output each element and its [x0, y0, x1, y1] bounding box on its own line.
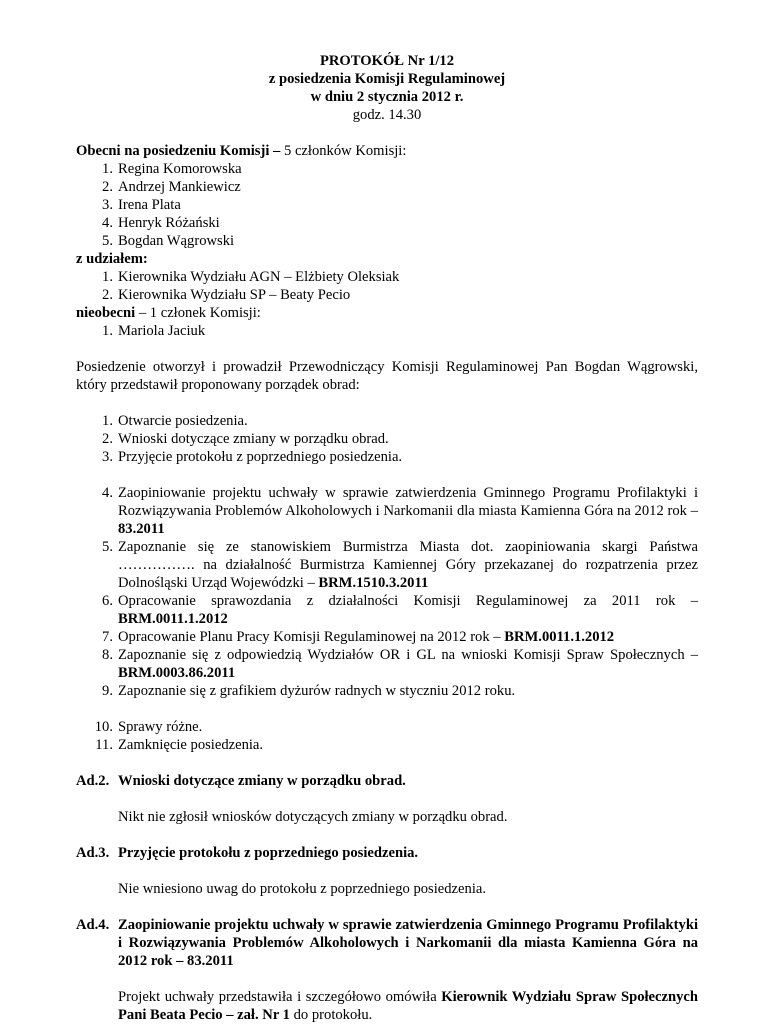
section-ad4 — [76, 916, 698, 1024]
document-page — [76, 52, 698, 1024]
absent-list — [76, 322, 698, 340]
list-item: 4. Henryk Różański — [102, 215, 220, 231]
section-heading: Ad.2. Wnioski dotyczące zmiany w porządku obrad. — [76, 773, 406, 789]
absent-heading: nieobecni – 1 członek Komisji: — [76, 305, 261, 321]
section-ad3 — [76, 844, 698, 898]
meeting-time: godz. 14.30 — [352, 107, 422, 123]
present-list — [76, 160, 698, 250]
attendance-section — [76, 142, 698, 340]
agenda-item: 2. Wnioski dotyczące zmiany w porządku obrad. — [102, 431, 389, 447]
section-body: Projekt uchwały przedstawiła i szczegółowo omówiła Kierownik Wydziału Spraw Społecznych Pani Beata Pecio – zał. Nr 1 do protokołu. — [118, 989, 698, 1023]
section-body: Nikt nie zgłosił wniosków dotyczących zmiany w porządku obrad. — [118, 809, 508, 825]
agenda-item: 3. Przyjęcie protokołu z poprzedniego posiedzenia. — [102, 449, 403, 465]
agenda-item: 1. Otwarcie posiedzenia. — [102, 413, 248, 429]
section-ad2 — [76, 772, 698, 826]
agenda-item: 7. Opracowanie Planu Pracy Komisji Regulaminowej na 2012 rok – BRM.0011.1.2012 — [102, 629, 615, 645]
agenda-item: 11. Zamknięcie posiedzenia. — [95, 737, 264, 753]
agenda-list — [76, 412, 698, 466]
document-header — [76, 52, 698, 124]
list-item: 2. Andrzej Mankiewicz — [102, 179, 241, 195]
section-heading: Ad.4. Zaopiniowanie projektu uchwały w sprawie zatwierdzenia Gminnego Programu Profilaktyki i Rozwiązywania Problemów Alkoholowych i Narkomanii dla miasta Kamienna Góra na 2012 rok – 83.2011 — [76, 917, 698, 969]
list-item: 1. Regina Komorowska — [102, 161, 242, 177]
agenda-list-continued — [76, 484, 698, 700]
meeting-date: w dniu 2 stycznia 2012 r. — [310, 89, 464, 105]
agenda-item: 8. Zapoznanie się z odpowiedzią Wydziałów OR i GL na wnioski Komisji Spraw Społecznych – BRM.0003.86.2011 — [102, 647, 698, 681]
list-item: 5. Bogdan Wągrowski — [102, 233, 235, 249]
section-heading: Ad.3. Przyjęcie protokołu z poprzedniego posiedzenia. — [76, 845, 419, 861]
with-heading: z udziałem: — [76, 251, 148, 267]
present-heading: Obecni na posiedzeniu Komisji – 5 członków Komisji: — [76, 143, 407, 159]
agenda-item: 6. Opracowanie sprawozdania z działalności Komisji Regulaminowej za 2011 rok – BRM.0011.1.2012 — [102, 593, 698, 627]
meeting-title: z posiedzenia Komisji Regulaminowej — [268, 71, 506, 87]
agenda-item: 5. Zapoznanie się ze stanowiskiem Burmistrza Miasta dot. zaopiniowania skargi Państwa ……………. na działalność Burmistrza Kamiennej Góry przekazanej do rozpatrzenia przez Dolnośląski Urząd Wojewódzki – BRM.1510.3.2011 — [102, 539, 698, 591]
with-list — [76, 268, 698, 304]
agenda-item: 10. Sprawy różne. — [94, 719, 203, 735]
list-item: 1. Mariola Jaciuk — [102, 323, 206, 339]
intro-paragraph: Posiedzenie otworzył i prowadził Przewodniczący Komisji Regulaminowej Pan Bogdan Wągrowski, który przedstawił proponowany porządek obrad: — [76, 359, 698, 393]
list-item: 2. Kierownika Wydziału SP – Beaty Pecio — [102, 287, 351, 303]
list-item: 1. Kierownika Wydziału AGN – Elżbiety Oleksiak — [102, 269, 400, 285]
agenda-list-final — [76, 718, 698, 754]
list-item: 3. Irena Plata — [102, 197, 181, 213]
protocol-number: PROTOKÓŁ Nr 1/12 — [319, 53, 455, 69]
agenda-item: 9. Zapoznanie się z grafikiem dyżurów radnych w styczniu 2012 roku. — [102, 683, 516, 699]
section-body: Nie wniesiono uwag do protokołu z poprzedniego posiedzenia. — [118, 881, 486, 897]
agenda-item: 4. Zaopiniowanie projektu uchwały w sprawie zatwierdzenia Gminnego Programu Profilaktyki i Rozwiązywania Problemów Alkoholowych i Narkomanii dla miasta Kamienna Góra na 2012 rok – 83.2011 — [102, 485, 698, 537]
